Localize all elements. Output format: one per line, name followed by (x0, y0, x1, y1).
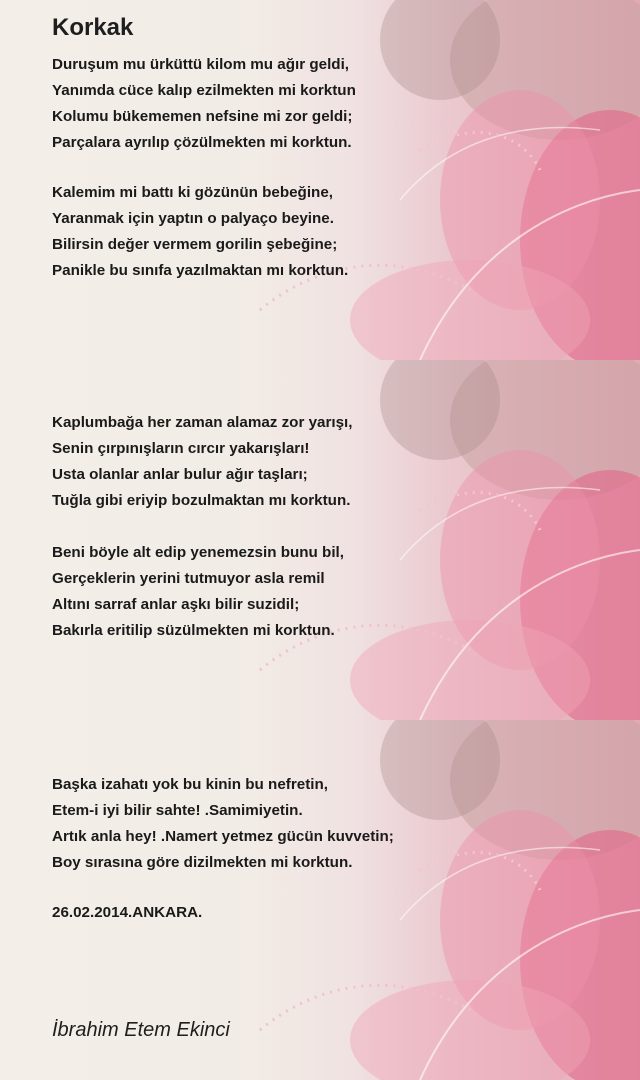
poem-line: Gerçeklerin yerini tutmuyor asla remil (52, 570, 325, 587)
poem-line: Boy sırasına göre dizilmekten mi korktun. (52, 854, 353, 871)
poem-line: Bilirsin değer vermem gorilin şebeğine; (52, 236, 338, 253)
poem-line: Tuğla gibi eriyip bozulmaktan mı korktun. (52, 492, 351, 509)
poem-line: Panikle bu sınıfa yazılmaktan mı korktun. (52, 262, 349, 279)
poem-line: Yanımda cüce kalıp ezilmekten mi korktun (52, 82, 356, 99)
poem-title: Korkak (52, 14, 134, 41)
poem-line: Senin çırpınışların cırcır yakarışları! (52, 440, 310, 457)
poem-line: Duruşum mu ürküttü kilom mu ağır geldi, (52, 56, 350, 73)
background-panel-top (0, 0, 640, 360)
poem-line: Kalemim mi battı ki gözünün bebeğine, (52, 184, 333, 201)
poem-line: Parçalara ayrılıp çözülmekten mi korktun. (52, 134, 352, 151)
stanza-5 (52, 772, 394, 876)
stanza-3 (52, 410, 353, 514)
poem-date: 26.02.2014.ANKARA. (52, 904, 203, 921)
poem-line: Yaranmak için yaptın o palyaço beyine. (52, 210, 334, 227)
stanza-1 (52, 52, 356, 156)
poem-line: Usta olanlar anlar bulur ağır taşları; (52, 466, 308, 483)
poem-line: Altını sarraf anlar aşkı bilir suzidil; (52, 596, 300, 613)
poem-line: Kolumu bükememen nefsine mi zor geldi; (52, 108, 353, 125)
poem-line: Bakırla eritilip süzülmekten mi korktun. (52, 622, 335, 639)
background-panel-middle (0, 360, 640, 720)
poem-line: Başka izahatı yok bu kinin bu nefretin, (52, 776, 328, 793)
poem-line: Kaplumbağa her zaman alamaz zor yarışı, (52, 414, 353, 431)
poem-line: Beni böyle alt edip yenemezsin bunu bil, (52, 544, 344, 561)
stanza-2 (52, 180, 348, 284)
poem-line: Artık anla hey! .Namert yetmez gücün kuvvetin; (52, 828, 394, 845)
poem-line: Etem-i iyi bilir sahte! .Samimiyetin. (52, 802, 303, 819)
stanza-4 (52, 540, 344, 644)
poem-author: İbrahim Etem Ekinci (52, 1019, 230, 1041)
